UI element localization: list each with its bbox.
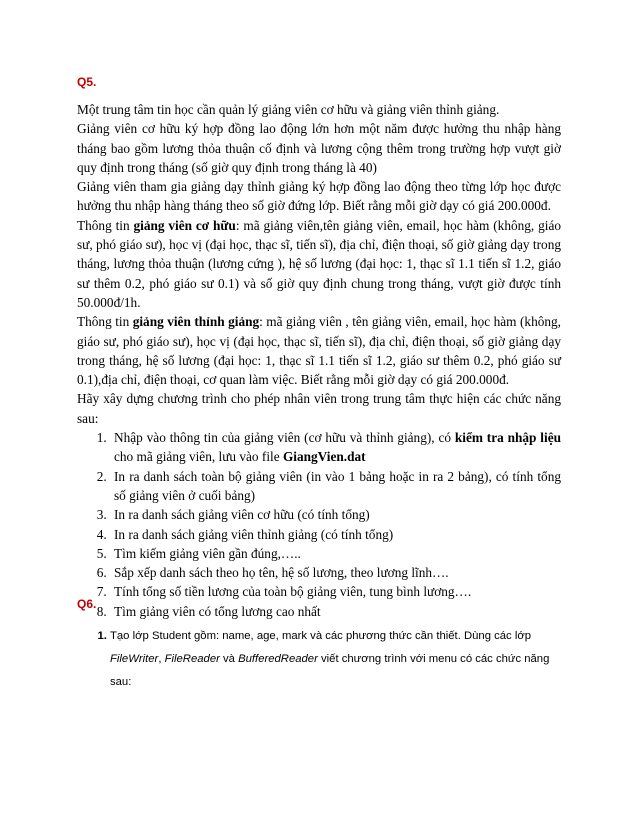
list-item: 5. Tìm kiếm giảng viên gần đúng,….. xyxy=(110,544,561,563)
q5-intro: Một trung tâm tin học cần quản lý giảng viên cơ hữu và giảng viên thỉnh giảng. xyxy=(77,102,500,117)
q5-permanent-lecturer-info: Thông tin giảng viên cơ hữu: mã giảng viên,tên giảng viên, email, học hàm (không, giáo sư, phó giáo sư), học vị (đại học, thạc sĩ, tiến sĩ), địa chỉ, điện thoại, số giờ giảng dạy trong tháng, lương thỏa thuận (lương cứng ), hệ số lương (đại học: 1, thạc sĩ 1.1 tiến sĩ 1.2, giáo sư thêm 0.2, phó giáo sư 0.1) và số giờ quy định chung trong tháng, vượt giờ được tính 50.000đ/1h. xyxy=(77,217,562,310)
list-item: 4. In ra danh sách giảng viên thỉnh giảng (có tính tổng) xyxy=(110,525,561,544)
q5-body xyxy=(77,100,561,621)
q6-heading: Q6. xyxy=(77,597,97,611)
bold-term: giảng viên thỉnh giảng xyxy=(132,314,260,330)
list-item: 2. In ra danh sách toàn bộ giảng viên (in vào 1 bảng hoặc in ra 2 bảng), có tính tổng số giảng viên ở cuối bảng) xyxy=(110,467,561,506)
q5-task-intro: Hãy xây dựng chương trình cho phép nhân viên trong trung tâm thực hiện các chức năng sau: xyxy=(77,391,561,426)
q5-task-list xyxy=(77,428,561,621)
list-item: 1. Tạo lớp Student gồm: name, age, mark và các phương thức cần thiết. Dùng các lớp FileWriter, FileReader và BufferedReader viết chương trình với menu có các chức năng sau: xyxy=(110,625,561,694)
q5-permanent-lecturer-desc: Giảng viên cơ hữu ký hợp đồng lao động lớn hơn một năm được hưởng thu nhập hàng tháng bao gồm lương thỏa thuận cố định và lương cộng thêm trong trường hợp vượt giờ quy định trong tháng (số giờ quy định trong tháng là 40) xyxy=(77,121,561,175)
q6-task-list xyxy=(77,625,561,694)
bold-term: giảng viên cơ hữu xyxy=(133,217,236,233)
list-item: 1. Nhập vào thông tin của giảng viên (cơ hữu và thỉnh giảng), có kiểm tra nhập liệu cho mã giảng viên, lưu vào file GiangVien.dat xyxy=(110,428,561,467)
q6-body xyxy=(77,625,561,694)
list-item: 8. Tìm giảng viên có tổng lương cao nhất xyxy=(110,602,561,621)
list-item: 6. Sắp xếp danh sách theo họ tên, hệ số lương, theo lương lĩnh…. xyxy=(110,563,561,582)
q5-heading: Q5. xyxy=(77,75,97,89)
list-item: 7. Tính tổng số tiền lương của toàn bộ giảng viên, tung bình lương…. xyxy=(110,582,561,601)
q5-visiting-lecturer-info: Thông tin giảng viên thỉnh giảng: mã giảng viên , tên giảng viên, email, học hàm (không, giáo sư, phó giáo sư), học vị (đại học, thạc sĩ, tiến sĩ), địa chỉ, điện thoại, số giờ giảng dạy trong tháng, hệ số lương (đại học: 1, thạc sĩ 1.1 tiến sĩ 1.2, giáo sư thêm 0.2, phó giáo sư 0.1),địa chỉ, điện thoại, cơ quan làm việc. Biết rằng mỗi giờ dạy có giá 200.000đ. xyxy=(77,314,561,388)
list-item: 3. In ra danh sách giảng viên cơ hữu (có tính tổng) xyxy=(110,505,561,524)
q5-visiting-lecturer-desc: Giảng viên tham gia giảng dạy thỉnh giảng ký hợp đồng lao động theo từng lớp học được hưởng thu nhập hàng tháng theo số giờ đứng lớp. Biết rằng mỗi giờ dạy có giá 200.000đ. xyxy=(77,179,561,214)
